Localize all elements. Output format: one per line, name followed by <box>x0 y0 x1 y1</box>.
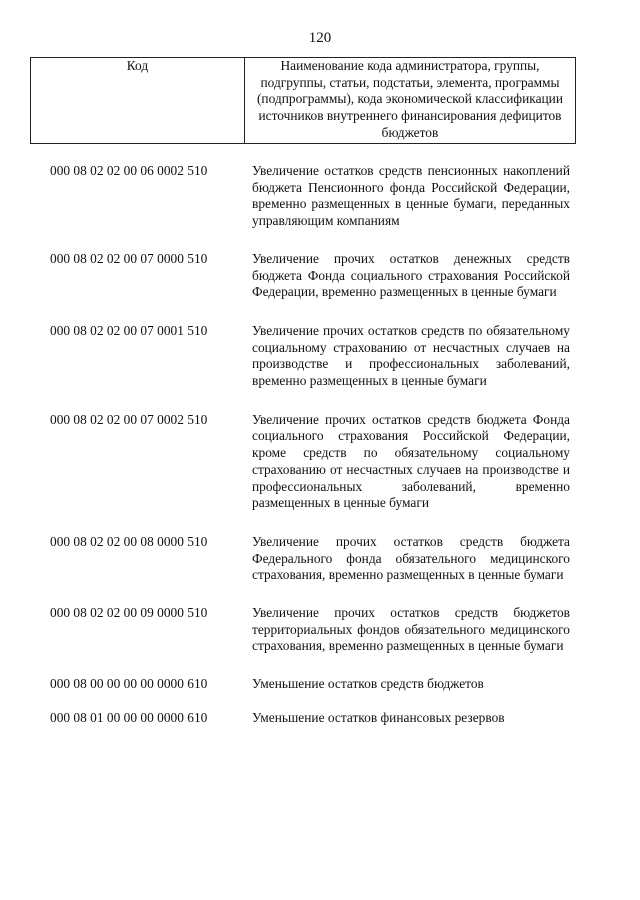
table-row <box>30 605 576 655</box>
row-code: 000 08 02 02 00 09 0000 510 <box>50 605 208 621</box>
row-code: 000 08 00 00 00 00 0000 610 <box>50 676 208 692</box>
row-description: Увеличение прочих остатков средств бюджета Федерального фонда обязательного медицинского страхования, временно размещенных в ценные бумаги <box>252 533 570 583</box>
table-row <box>30 251 576 301</box>
row-code: 000 08 02 02 00 07 0000 510 <box>50 250 208 266</box>
table-row <box>30 412 576 512</box>
table-row <box>30 323 576 390</box>
page-number: 120 <box>308 30 332 46</box>
table-row <box>30 163 576 230</box>
row-description: Увеличение прочих остатков средств бюджета Фонда социального страхования Российской Федерации, кроме средств по обязательному социальному страхованию от несчастных случаев на производстве и профессиональных заболеваний, временно размещенных в ценные бумаги <box>252 411 570 511</box>
row-description: Уменьшение остатков финансовых резервов <box>252 709 505 725</box>
row-code: 000 08 02 02 00 06 0002 510 <box>50 163 208 178</box>
row-description: Увеличение прочих остатков средств бюджетов территориальных фондов обязательного медицинского страхования, временно размещенных в ценные бумаги <box>252 605 570 654</box>
code-column-header: Код <box>31 58 245 144</box>
row-code: 000 08 02 02 00 07 0001 510 <box>50 322 208 338</box>
table-row <box>30 676 576 693</box>
row-description: Увеличение прочих остатков средств по обязательному социальному страхованию от несчастных случаев на производстве и профессиональных заболеваний, временно размещенных в ценные бумаги <box>252 322 570 389</box>
row-code: 000 08 02 02 00 08 0000 510 <box>50 533 208 549</box>
row-description: Увеличение остатков средств пенсионных накоплений бюджета Пенсионного фонда Российской Федерации, временно размещенных в ценные бумаги, переданных управляющим компаниям <box>252 163 570 229</box>
table-row <box>30 710 576 727</box>
row-description: Увеличение прочих остатков денежных средств бюджета Фонда социального страхования Российской Федерации, временно размещенных в ценные бумаги <box>252 250 570 300</box>
name-column-header: Наименование кода администратора, группы, подгруппы, статьи, подстатьи, элемента, программы (подпрограммы), кода экономической классификации источников внутреннего финансирования дефицитов бюджетов <box>245 58 576 144</box>
row-description: Уменьшение остатков средств бюджетов <box>252 676 484 692</box>
table-row <box>30 534 576 584</box>
classification-table-header <box>30 57 576 144</box>
row-code: 000 08 02 02 00 07 0002 510 <box>50 411 208 427</box>
row-code: 000 08 01 00 00 00 0000 610 <box>50 709 208 725</box>
classification-rows <box>30 163 576 727</box>
